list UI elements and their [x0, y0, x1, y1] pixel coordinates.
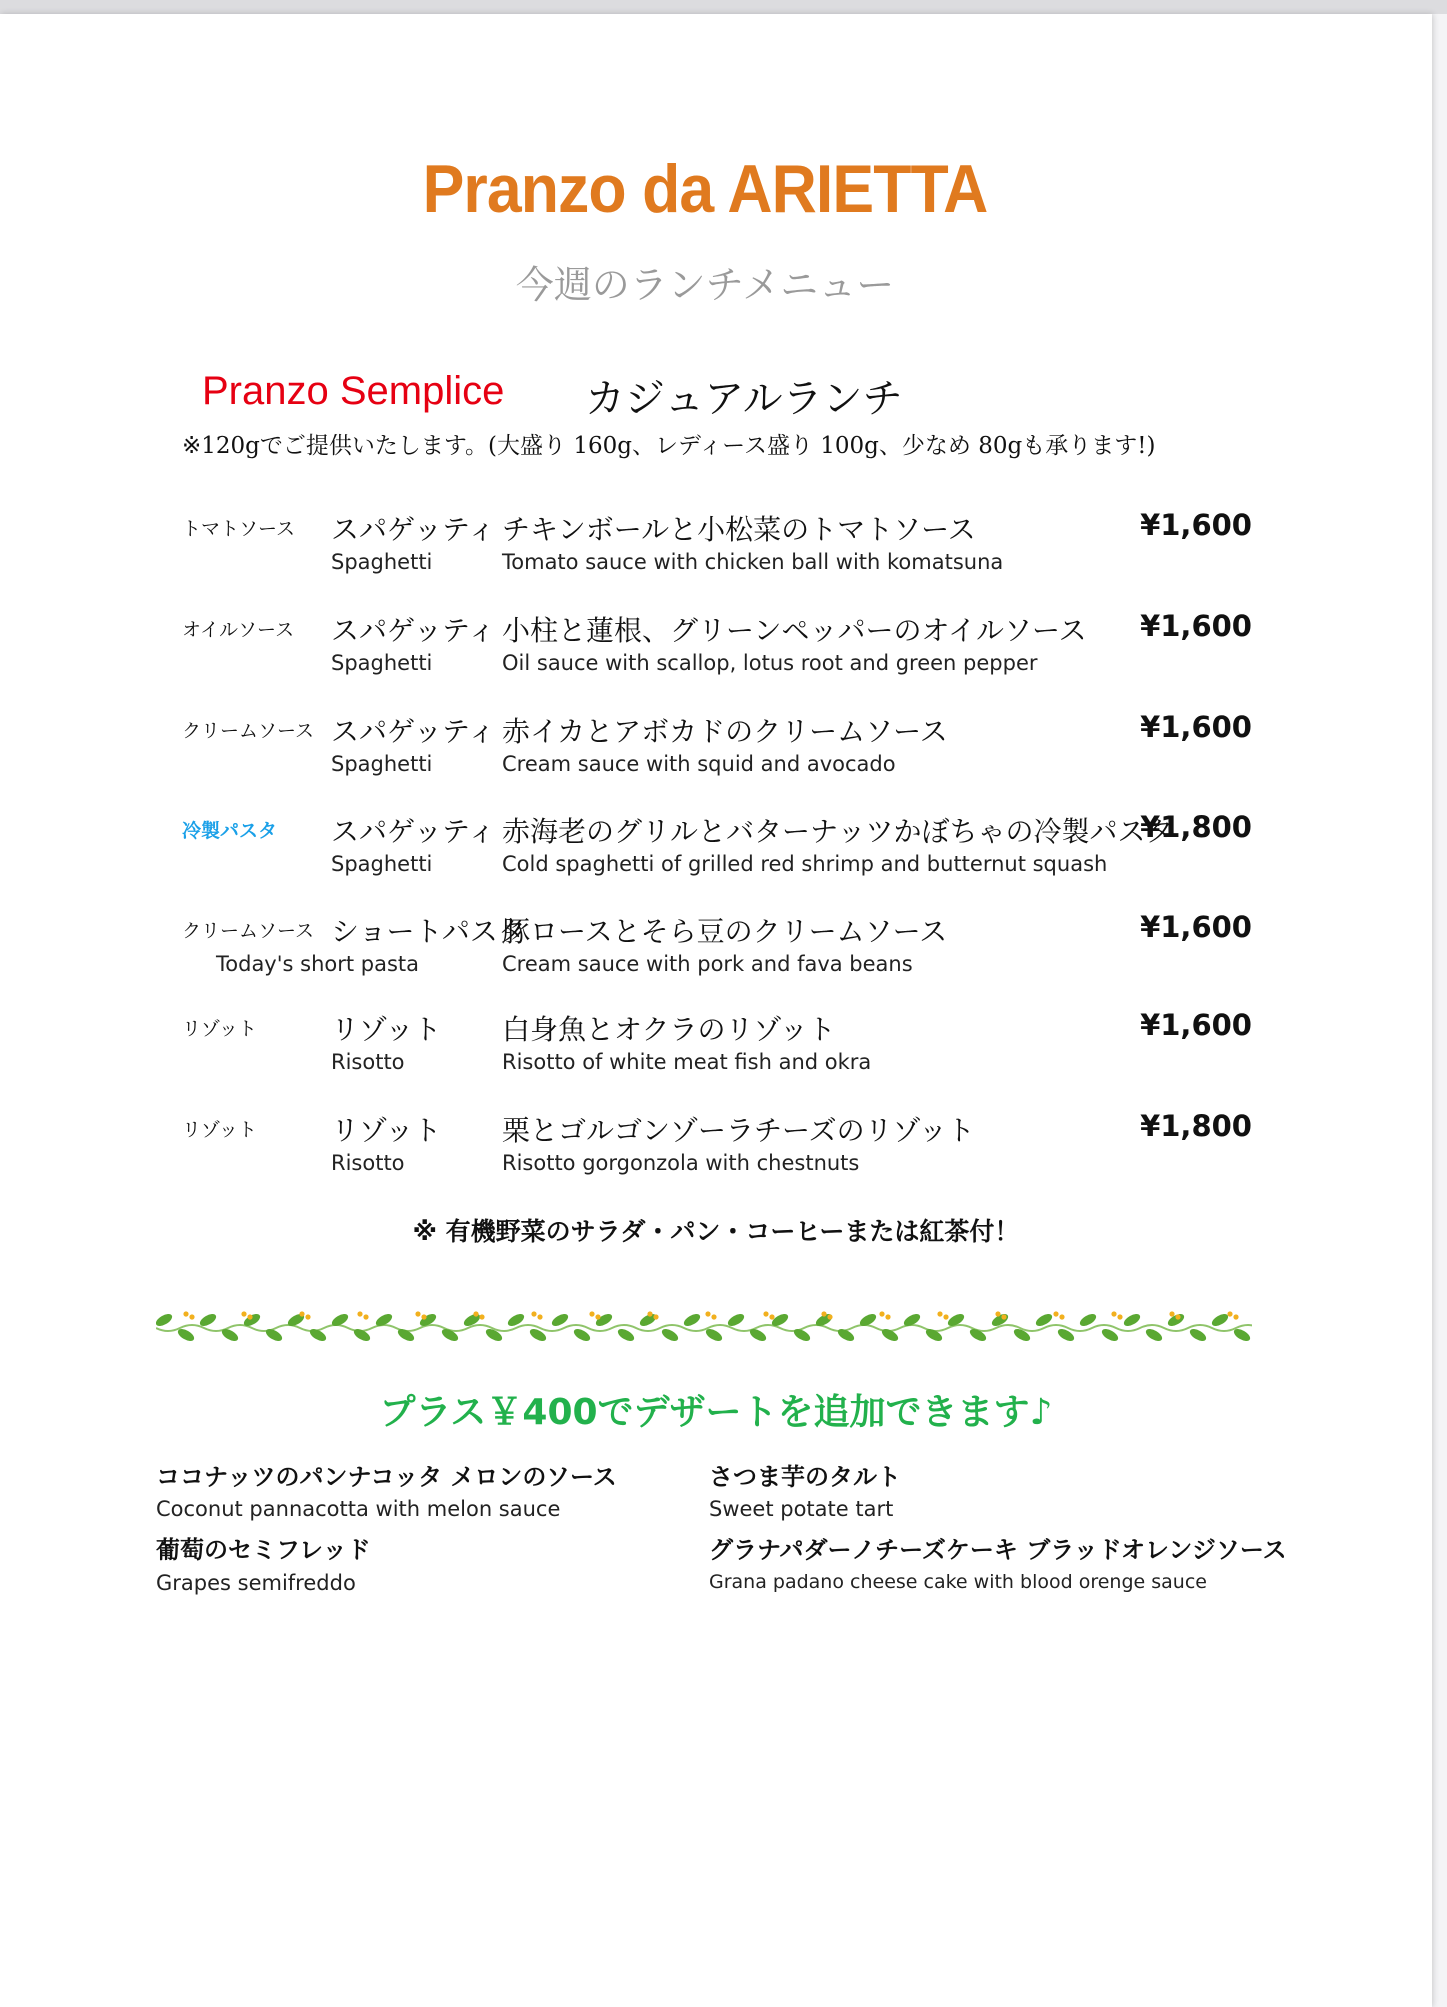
vine-flower: [711, 1314, 716, 1319]
menu-category: クリームソース: [182, 920, 315, 942]
menu-price: ¥1,600: [1140, 910, 1252, 944]
vine-flower: [531, 1311, 536, 1316]
vine-leaf: [440, 1327, 460, 1344]
vine-flower: [1175, 1314, 1180, 1319]
vine-flower: [937, 1311, 942, 1316]
menu-category: オイルソース: [182, 619, 295, 641]
menu-category: クリームソース: [182, 720, 315, 742]
viewer-top-bar: [0, 0, 1447, 14]
vine-flower: [769, 1314, 774, 1319]
menu-item: [0, 605, 1432, 695]
vine-flower: [247, 1314, 252, 1319]
dessert-item-en: Coconut pannacotta with melon sauce: [156, 1497, 561, 1521]
menu-type: ショートパスタ: [331, 915, 526, 948]
vine-leaf: [594, 1312, 614, 1329]
vine-leaf: [1210, 1312, 1230, 1329]
dessert-item-ja: ココナッツのパンナコッタ メロンのソース: [156, 1463, 617, 1491]
menu-price: ¥1,800: [1140, 810, 1252, 844]
vine-flower: [537, 1314, 542, 1319]
vine-flower: [473, 1311, 478, 1316]
page-title: Pranzo da ARIETTA: [422, 151, 988, 227]
menu-dish: 豚ロースとそら豆のクリームソース: [502, 915, 948, 948]
portion-note: ※120gでご提供いたします。(大盛り 160g、レディース盛り 100g、少なめ 80gも承ります!): [182, 433, 1156, 459]
vine-flower: [1169, 1311, 1174, 1316]
vine-leaf: [968, 1327, 988, 1344]
vine-leaf: [308, 1327, 328, 1344]
included-items-note: ※ 有機野菜のサラダ・パン・コーヒーまたは紅茶付！: [412, 1217, 1020, 1246]
dessert-item-en: Grapes semifreddo: [156, 1571, 356, 1595]
menu-item: [0, 906, 1432, 996]
dessert-item-en: Sweet potate tart: [709, 1497, 894, 1521]
vine-flower: [1053, 1311, 1058, 1316]
vine-flower: [995, 1311, 1000, 1316]
vine-flower: [595, 1314, 600, 1319]
vine-flower: [363, 1314, 368, 1319]
menu-dish: 赤イカとアボカドのクリームソース: [502, 715, 948, 748]
vine-flower: [305, 1314, 310, 1319]
vine-flower: [821, 1311, 826, 1316]
dessert-item-ja: グラナパダーノチーズケーキ ブラッドオレンジソース: [709, 1536, 1287, 1564]
vine-flower: [183, 1311, 188, 1316]
viewer-scroll-strip[interactable]: [1432, 14, 1447, 2007]
menu-item: [0, 1105, 1432, 1195]
vine-flower: [479, 1314, 484, 1319]
menu-item: [0, 504, 1432, 594]
menu-category: トマトソース: [182, 518, 296, 540]
menu-price: ¥1,600: [1140, 710, 1252, 744]
menu-page: [0, 14, 1432, 2007]
menu-dish-en: Tomato sauce with chicken ball with komatsuna: [502, 550, 1004, 574]
menu-item: [0, 806, 1432, 896]
vine-leaf: [1144, 1327, 1164, 1344]
vine-divider: [156, 1306, 1252, 1346]
vine-leaf: [156, 1312, 174, 1329]
menu-type: スパゲッティ: [331, 513, 496, 546]
menu-dish-en: Risotto gorgonzola with chestnuts: [502, 1151, 860, 1175]
vine-stem: [156, 1325, 1252, 1331]
menu-price: ¥1,600: [1140, 609, 1252, 643]
vine-flower: [653, 1314, 658, 1319]
vine-flower: [189, 1314, 194, 1319]
menu-dish-en: Cream sauce with pork and fava beans: [502, 952, 913, 976]
vine-flower: [421, 1314, 426, 1319]
dessert-item-ja: さつま芋のタルト: [709, 1463, 901, 1491]
menu-item: [0, 706, 1432, 796]
vine-leaf: [836, 1327, 856, 1344]
vine-flower: [885, 1314, 890, 1319]
dessert-item-en: Grana padano cheese cake with blood orenge sauce: [709, 1571, 1207, 1593]
vine-flower: [647, 1311, 652, 1316]
menu-price: ¥1,600: [1140, 1008, 1252, 1042]
menu-dish-en: Risotto of white meat fish and okra: [502, 1050, 872, 1074]
menu-dish-en: Oil sauce with scallop, lotus root and green pepper: [502, 651, 1038, 675]
menu-type: スパゲッティ: [331, 614, 496, 647]
dessert-item-ja: 葡萄のセミフレッド: [156, 1536, 371, 1564]
vine-flower: [357, 1311, 362, 1316]
menu-category: リゾット: [182, 1119, 257, 1141]
menu-dish: 赤海老のグリルとバターナッツかぼちゃの冷製パスタ: [502, 815, 1174, 848]
menu-type-en: Risotto: [331, 1151, 405, 1175]
menu-type: リゾット: [331, 1114, 442, 1147]
vine-flower: [827, 1314, 832, 1319]
menu-type: リゾット: [331, 1013, 442, 1046]
vine-leaf: [660, 1327, 680, 1344]
menu-type-en: Spaghetti: [331, 651, 433, 675]
menu-item: [0, 1004, 1432, 1094]
vine-leaf: [682, 1312, 702, 1329]
menu-type-en: Risotto: [331, 1050, 405, 1074]
section-title-ja: カジュアルランチ: [585, 376, 903, 422]
menu-category: 冷製パスタ: [182, 820, 278, 842]
menu-price: ¥1,800: [1140, 1109, 1252, 1143]
vine-flower: [589, 1311, 594, 1316]
vine-flower: [299, 1311, 304, 1316]
section-title-en: Pranzo Semplice: [202, 369, 505, 413]
dessert-heading: プラス￥400でデザートを追加できます♪: [379, 1392, 1053, 1433]
menu-dish-en: Cream sauce with squid and avocado: [502, 752, 896, 776]
menu-type-en: Spaghetti: [331, 852, 433, 876]
vine-flower: [879, 1311, 884, 1316]
vine-flower: [1111, 1311, 1116, 1316]
menu-price: ¥1,600: [1140, 508, 1252, 542]
page-subtitle: 今週のランチメニュー: [515, 263, 895, 307]
vine-flower: [943, 1314, 948, 1319]
vine-flower: [763, 1311, 768, 1316]
vine-leaf: [616, 1327, 636, 1344]
menu-dish: 栗とゴルゴンゾーラチーズのリゾット: [502, 1114, 975, 1147]
menu-type-en: Spaghetti: [331, 752, 433, 776]
vine-leaf: [1122, 1312, 1142, 1329]
vine-leaf: [1166, 1312, 1186, 1329]
menu-category: リゾット: [182, 1018, 257, 1040]
vine-flower: [1117, 1314, 1122, 1319]
menu-type-en: Spaghetti: [331, 550, 433, 574]
vine-flower: [705, 1311, 710, 1316]
menu-dish: チキンボールと小松菜のトマトソース: [502, 513, 976, 546]
menu-type: スパゲッティ: [331, 815, 496, 848]
vine-flower: [1059, 1314, 1064, 1319]
menu-dish: 白身魚とオクラのリゾット: [502, 1013, 836, 1046]
menu-dish-en: Cold spaghetti of grilled red shrimp and butternut squash: [502, 852, 1108, 876]
vine-flower: [1001, 1314, 1006, 1319]
menu-type-en: Today's short pasta: [216, 952, 420, 976]
menu-type: スパゲッティ: [331, 715, 496, 748]
vine-flower: [415, 1311, 420, 1316]
vine-flower: [1233, 1314, 1238, 1319]
vine-leaf: [1188, 1327, 1208, 1344]
vine-flower: [241, 1311, 246, 1316]
vine-flower: [1227, 1311, 1232, 1316]
menu-dish: 小柱と蓮根、グリーンペッパーのオイルソース: [502, 614, 1087, 647]
